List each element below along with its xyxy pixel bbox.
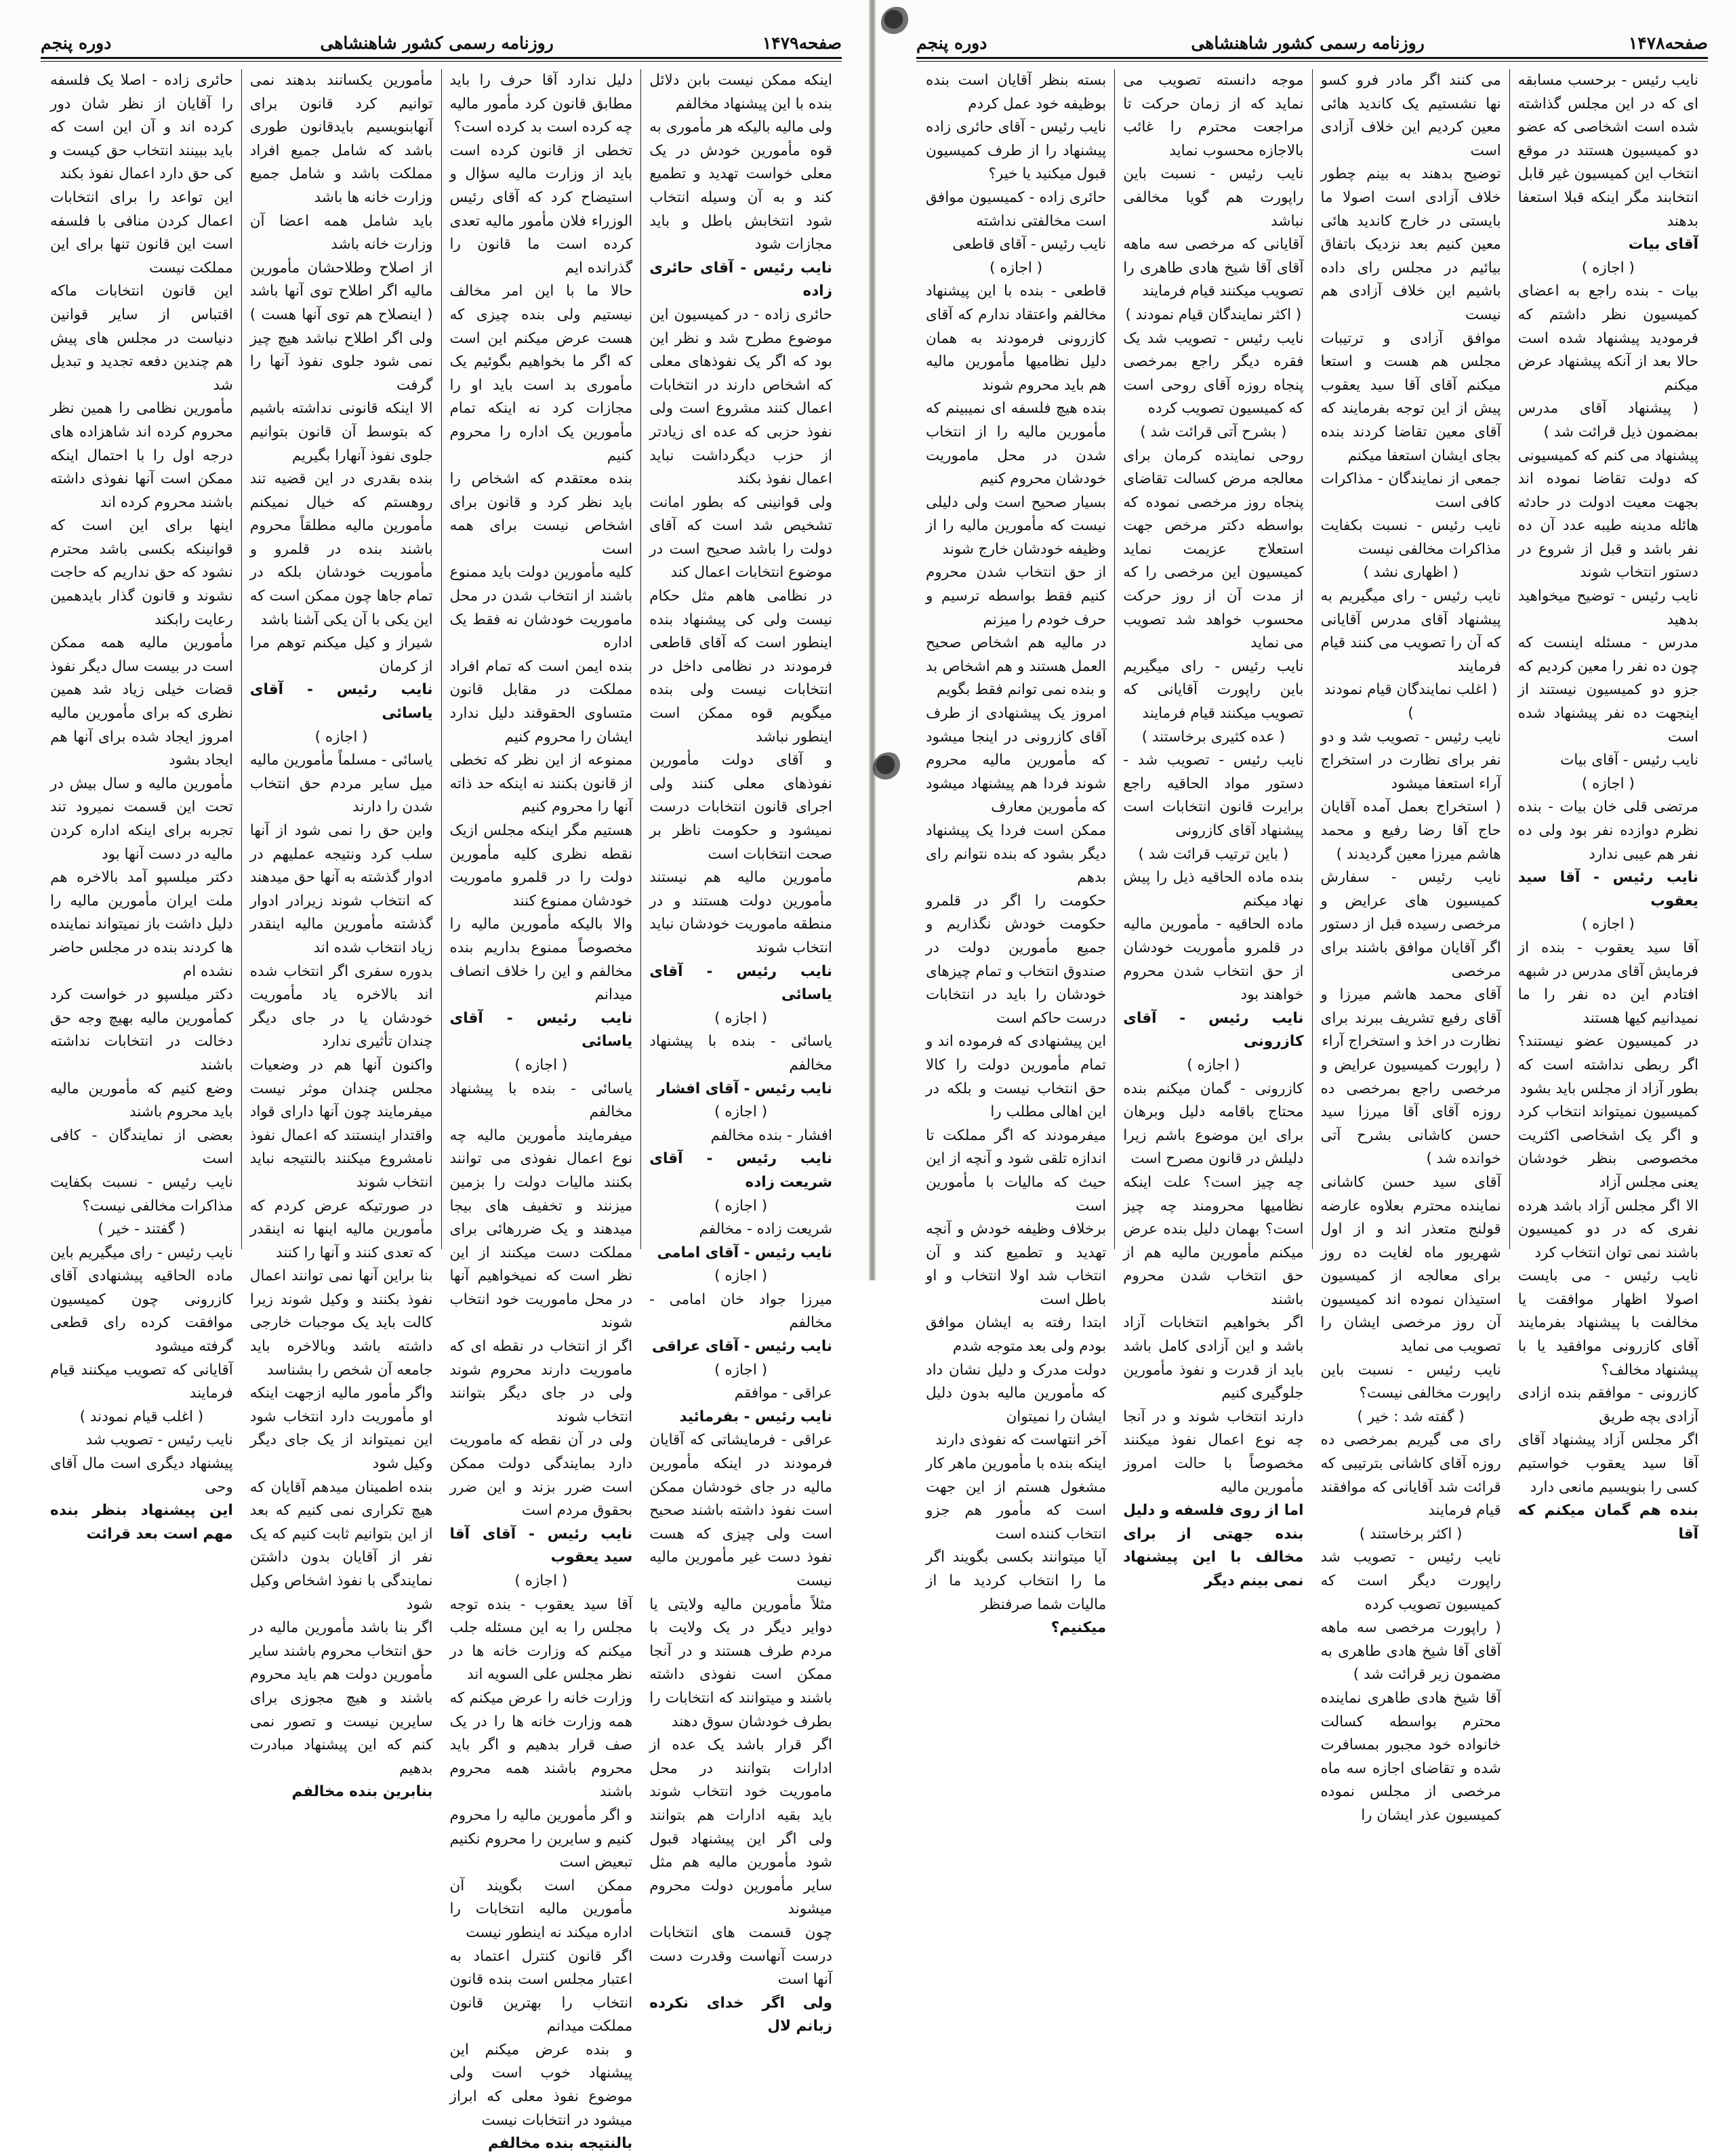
left-page-columns <box>42 69 840 2153</box>
paragraph: اگر بخواهیم انتخابات آزاد باشد و این آزادی کامل باشد باید از قدرت و نفوذ مأمورین جلوگیری کنیم <box>1123 1314 1304 1402</box>
stage-note: ( اکثر نمایندگان قیام نمودند ) <box>1125 306 1302 323</box>
paragraph: آقا سید یعقوب - بنده توجه مجلس را به این مسئله جلب میکنم که وزارت خانه ها در نظر مجلس علی السویه اند <box>449 1595 633 1684</box>
right-page <box>876 0 1735 1824</box>
paragraph: می کنند اگر مادر فرو کسو نها نشستیم یک کاندید هائی معین کردیم این خلاف آزادی است <box>1320 72 1501 159</box>
paragraph: جمعی از نمایندگان - مذاکرات کافی است <box>1320 470 1501 511</box>
paragraph: و آقای دولت مأمورین نفوذهای معلی کنند ولی اجرای قانون انتخابات درست نمیشود و حکومت ناظر بر صحت انتخابات است <box>649 752 832 863</box>
speaker-line: نایب رئیس - آقای یاسائی <box>449 1009 633 1051</box>
paragraph: تخطی از قانون کرده است باید از وزارت مالیه سؤال و استیضاح کرد که آقای رئیس الوزراء فلان مأمور مالیه تعدی کرده است ما قانون را گذرانده ایم <box>449 142 633 277</box>
speaker-line: آقای بیات <box>1628 236 1698 253</box>
paragraph: بیات - بنده راجع به اعضای کمیسیون نظر داشتم که فرمودید پیشنهاد شده است حالا بعد از آنکه پیشنهاد عرض میکنم <box>1517 283 1698 394</box>
paragraph: بسته بنظر آقایان است بنده بوظیفه خود عمل کردم <box>926 72 1107 113</box>
paragraph: در صورتیکه عرض کردم که مأمورین مالیه اینها نه اینقدر که تعدی کنند و آنها را کنند <box>249 1197 433 1261</box>
stage-note: ( گفته شد : خیر ) <box>1357 1408 1465 1425</box>
paragraph: ( راپورت کمیسیون عرایض و مرخصی راجع بمرخصی ده روزه آقای آقا میرزا سید حسن کاشانی بشرح آتی خوانده شد ) <box>1320 1056 1501 1168</box>
paragraph: برخلاف وظیفه خودش و آنچه تهدید و تطمیع کند و آن انتخاب شد اولا انتخاب و او باطل است <box>926 1221 1107 1308</box>
paragraph: باید شامل همه اعضا آن وزارت خانه باشد <box>249 212 433 253</box>
right-period-label: دوره پنجم <box>916 33 987 53</box>
paragraph: بنده ایمن است که تمام افراد مملکت در مقابل قانون متساوی الحقوقند دلیل ندارد ایشان را محروم کنیم <box>449 657 633 746</box>
paragraph: ممکن است فردا یک پیشنهاد دیگر بشود که بنده نتوانم رای بدهم <box>926 822 1107 887</box>
stage-note: ( اظهاری نشد ) <box>1363 564 1458 582</box>
paragraph: نایب رئیس - آقای حائری زاده پیشنهاد را از طرف کمیسیون قبول میکنید یا خیر؟ <box>926 119 1107 183</box>
stage-note: ( بشرح آتی قرائت شد ) <box>1140 423 1287 441</box>
paragraph: آیا میتوانند بکسی بگویند اگر ما را انتخاب کردید ما از مالیات شما صرفنظر <box>926 1549 1107 1613</box>
paragraph: آقایانی که تصویب میکنند قیام فرمایند <box>50 1361 233 1402</box>
paragraph: بنابرین بنده مخالفم <box>291 1783 433 1801</box>
stage-note: ( اجازه ) <box>314 728 368 746</box>
stage-note: ( اکثر برخاستند ) <box>1359 1525 1463 1543</box>
right-column-1 <box>1509 69 1707 1543</box>
stage-note: ( اجازه ) <box>1581 775 1635 792</box>
paragraph: امروز یک پیشنهادی از طرف آقای کازرونی در اینجا میشود که مأمورین مالیه محروم شوند فردا هم پیشنهاد میشود که مأمورین معارف <box>926 705 1107 816</box>
right-column-2 <box>1312 69 1509 1824</box>
paragraph: در کمیسیون عضو نیستند؟ اگر ربطی نداشته است که بطور آزاد از مجلس باید بشود <box>1517 1033 1698 1097</box>
paragraph: رای می گیریم بمرخصی ده روزه آقای کاشانی بترتیبی که قرائت شد آقایانی که موافقند قیام فرمایند <box>1320 1431 1501 1520</box>
paragraph: اگر قانون کنترل اعتماد به اعتبار مجلس است بنده قانون انتخاب را بهترین قانون مملکت میدانم <box>449 1947 633 2035</box>
stage-note: ( اجازه ) <box>989 259 1043 277</box>
paragraph: پیشنهاد دیگری است مال آقای وحی <box>50 1455 233 1496</box>
paragraph: در نظامی هاهم مثل حکام نیست ولی کی پیشنهاد بنده اینطور است که آقای قاطعی فرمودند در نظامی داخل در انتخابات نیست ولی بنده میگویم قوه ممکن است اینطور نباشد <box>649 588 832 746</box>
paragraph: نایب رئیس - رای میگیریم باین ماده الحاقیه پیشنهادی آقای کازرونی چون کمیسیون موافقت کرده رای قطعی گرفته میشود <box>50 1244 233 1356</box>
paragraph: وضع کنیم که مأمورین مالیه باید محروم باشند <box>50 1080 233 1121</box>
stage-note: ( اجازه ) <box>714 1197 768 1215</box>
paragraph: ( راپورت مرخصی سه ماهه آقای آقا شیخ هادی طاهری به مضمون زیر قرائت شد ) <box>1320 1619 1501 1684</box>
paragraph: ابتدا رفته به ایشان موافق بودم ولی بعد متوجه شدم <box>926 1314 1107 1356</box>
paragraph: نایب رئیس - سفارش کمیسیون های عرایض و مرخصی رسیده قبل از دستور اگر آقایان موافق باشند برای مرخصی <box>1320 869 1501 980</box>
paragraph: بنده ماده الحاقیه ذیل را پیش نهاد میکنم <box>1123 869 1304 910</box>
paragraph: کمیسیون نمیتواند انتخاب کرد و اگر یک اشخاصی اکثریت مخصوصی بنظر خودشان یعنی مجلس آزاد <box>1517 1103 1698 1191</box>
paragraph: ولی مالیه بالیکه هر مأموری به قوه مأمورین خودش در یک معلی خواست تهدید و تطمیع کند و به آن وسیله انتخاب شود انتخابش باطل و باید مجازات شود <box>649 119 832 253</box>
paragraph: این تواعد را برای انتخابات اعمال کردن منافی با فلسفه است این قانون تنها برای این مملکت نیست <box>50 188 233 277</box>
speaker-line: نایب رئیس - آقای یاسائی <box>249 681 433 723</box>
paragraph: این قانون انتخابات ماکه اقتباس از سایر قوانین دنیاست در مجلس های پیش هم چندین دفعه تجدید و تبدیل شد <box>50 283 233 394</box>
speaker-line: نایب رئیس - آقای امامی <box>657 1244 832 1261</box>
paragraph: یاسائی - بنده با پیشنهاد مخالفم <box>449 1080 633 1121</box>
speaker-line: نایب رئیس - آقای افشار <box>657 1080 832 1097</box>
paragraph: در مالیه هم اشخاص صحیح العمل هستند و هم اشخاص بد و بنده نمی توانم فقط بگویم <box>926 634 1107 699</box>
paragraph: ماده الحاقیه - مأمورین مالیه در قلمرو مأموریت خودشان از حق انتخاب شدن محروم خواهند بود <box>1123 916 1304 1004</box>
paragraph: میفرمایند مأمورین مالیه چه نوع اعمال نفوذی می توانند بکنند مالیات دولت را بزمین میزنند و تخفیف های بیجا میدهند و یک ضررهائی برای مملکت دست میکنند از این نظر است که نمیخواهیم آنها در محل ماموریت خود انتخاب شوند <box>449 1126 633 1332</box>
paragraph: این پیشنهادی که فرموده اند و تمام مأمورین دولت را کالا حق انتخاب نیست و بلکه در این اهالی مطلب را <box>926 1033 1107 1121</box>
paragraph: توضیح بدهند به بینم چطور خلاف آزادی است اصولا ما بایستی در خارج کاندید هائی معین کنیم بعد نزدیک باتفاق بیائیم در مجلس رای داده باشیم این خلاف آزادی هم نیست <box>1320 165 1501 323</box>
left-header-rule <box>41 57 842 59</box>
left-page-header <box>41 27 842 58</box>
left-page-number: صفحه۱۴۷۹ <box>762 33 842 53</box>
paragraph: بالنتیجه بنده مخالفم <box>487 2135 633 2153</box>
paragraph: حائری زاده - اصلا یک فلسفه را آقایان از نظر شان دور کرده اند و آن این است که باید ببینند انتخاب حق کیست و کی حق دارد اعمال نفوذ بکند <box>50 72 233 183</box>
paragraph: ولی اگر خدای نکرده زبانم لال <box>649 1994 832 2035</box>
paragraph: آقا سید یعقوب - بنده از فرمایش آقای مدرس در شبهه افتادم این ده نفر را ما نمیدانیم کیها هستند <box>1517 939 1698 1027</box>
right-column-3 <box>1114 69 1311 1589</box>
paragraph: اینکه ممکن نیست بابن دلائل بنده با این پیشنهاد مخالفم <box>649 72 832 113</box>
paragraph: بنده هیچ فلسفه ای نمیبینم که مأمورین مالیه را از انتخاب شدن در محل ماموریت خودشان محروم کنیم <box>926 400 1107 488</box>
paragraph: و بنده عرض میکنم این پیشنهاد خوب است ولی موضوع نفوذ معلی که ابراز میشود در انتخابات نیست <box>449 2041 633 2129</box>
paragraph: حائری زاده - کمیسیون موافق است مخالفتی نداشته <box>926 188 1107 230</box>
paragraph: یاسائی - مسلماً مأمورین مالیه میل سایر مردم حق انتخاب شدن را دارند <box>249 752 433 816</box>
stage-note: ( اغلب نمایندگان قیام نمودند ) <box>1324 681 1498 723</box>
speaker-line: نایب رئیس - آقای عراقی <box>652 1338 832 1356</box>
speaker-line: نایب رئیس - آقا سید یعقوب <box>1517 869 1698 910</box>
paragraph: ولی در آن نقطه که ماموریت دارد بمایندگی دولت ممکن است ضرر بزند و این ضرر بحقوق مردم است <box>449 1431 633 1520</box>
speaker-line: نایب رئیس - آقای آقا سید یعقوب <box>449 1525 633 1566</box>
paragraph: اگر از انتخاب در نقطه ای که ماموریت دارند محروم شوند ولی در جای دیگر بتوانند انتخاب شوند <box>449 1338 633 1425</box>
stage-note: ( اجازه ) <box>514 1572 568 1589</box>
left-column-1 <box>640 69 840 2035</box>
paragraph: نایب رئیس - نسبت بکفایت مذاکرات مخالفی نیست <box>1320 517 1501 558</box>
left-newspaper-title: روزنامه رسمی کشور شاهنشاهی <box>320 33 554 53</box>
paragraph: مأمورین مالیه و سال بیش در تحت این قسمت نمیرود تند تجربه برای اینکه اداره کردن مالیه در دست آنها بود <box>50 775 233 863</box>
paragraph: و اگر مأمورین مالیه را محروم کنیم و سایرین را محروم نکنیم تبعیض است <box>449 1806 633 1871</box>
paragraph: واکنون آنها هم در وضعیات مجلس چندان موثر نیست میفرمایند چون آنها دارای قواد واقتدار اینستند که اعمال نفوذ نامشروع میکنند بالنتیجه نباید انتخاب شوند <box>249 1056 433 1191</box>
paragraph: شیراز و کیل میکنم توهم مرا از کرمان <box>249 634 433 675</box>
paragraph: آقایانی که مرخصی سه ماهه آقای آقا شیخ هادی طاهری را تصویب میکنند قیام فرمایند <box>1123 236 1304 300</box>
paragraph: افشار - بنده مخالفم <box>710 1126 832 1144</box>
stage-note: ( اغلب قیام نمودند ) <box>79 1408 204 1425</box>
stage-note: ( عده کثیری برخاستند ) <box>1141 728 1286 746</box>
paragraph: حالا ما با این امر مخالف نیستیم ولی بنده چیزی که هست عرض میکنم این است که اگر ما بخواهیم بگوئیم یک مأموری بد است باید او را مجازات کرد نه اینکه تمام مأمورین یک اداره را محروم کنیم <box>449 283 633 464</box>
paragraph: حائری زاده - در کمیسیون این موضوع مطرح شد و نظر این بود که اگر یک نفوذهای معلی که اشخاص دارند در انتخابات اعمال کنند مشروع است ولی نفوذ حزبی که عده ای زیادتر از حزب دیگرداشت نباید اعمال نفوذ بکند <box>649 306 832 488</box>
paragraph: والا بالیکه مأمورین مالیه را مخصوصاً ممنوع بداریم بنده مخالفم و این را خلاف انصاف میدانم <box>449 916 633 1004</box>
paragraph: عراقی - موافقم <box>734 1385 832 1402</box>
paragraph: موافق آزادی و ترتیبات مجلس هم هست و استعا میکنم آقای آقا سید یعقوب پیش از این توجه بفرمایند که آقای معین تقاضا کردند بنده بجای ایشان استعفا میکنم <box>1320 329 1501 464</box>
speaker-line: نایب رئیس - بفرمائید <box>679 1408 832 1425</box>
speaker-line: نایب رئیس - آقای کازرونی <box>1123 1009 1304 1051</box>
paragraph: اینکه بنده با مأمورین ماهر کار مشغول هستم از این جهت است که مأمور هم جزو انتخاب کننده است <box>926 1455 1107 1543</box>
paragraph: نایب رئیس - تصویب شد راپورت دیگر است که کمیسیون تصویب کرده <box>1320 1549 1501 1613</box>
right-page-header <box>916 27 1708 58</box>
stage-note: ( اجازه ) <box>714 1009 768 1027</box>
speaker-line: نایب رئیس - آقای یاسائی <box>649 962 832 1004</box>
paragraph: بدوره سفری اگر انتخاب شده اند بالاخره یاد مأموریت خودشان یا در جای دیگر چندان تأثیری ندارد <box>249 962 433 1051</box>
paragraph: کازرونی - موافقم بنده ازادی آزادی بچه طریق <box>1517 1385 1698 1425</box>
paragraph: ولی قوانینی که بطور امانت تشخیص شد است که آقای دولت را باشد صحیح است در موضوع انتخابات اعمال کند <box>649 493 832 582</box>
paragraph: دارند انتخاب شوند و در آنجا چه نوع اعمال نفوذ میکنند مخصوصاً با حالت امروز مأمورین مالیه <box>1123 1408 1304 1496</box>
right-page-columns <box>918 69 1707 1824</box>
paragraph: قاطعی - بنده با این پیشنهاد مخالفم واعتقاد ندارم که آقای کازرونی فرمودند به همان دلیل نظامیها مأمورین مالیه هم باید محروم شوند <box>926 283 1107 394</box>
paragraph: دلیل ندارد آقا حرف را باید مطابق قانون کرد مأمور مالیه چه کرده است بد کرده است؟ <box>449 72 633 136</box>
paragraph: نایب رئیس - می بایست اصولا اظهار موافقت یا مخالفت با پیشنهاد بفرمایند آقای کازرونی موافقید یا با پیشنهاد مخالف؟ <box>1517 1267 1698 1379</box>
paragraph: هستیم مگر اینکه مجلس ازیک نقطه نظری کلیه مأمورین دولت را در قلمرو ماموریت خودشان ممنوع کنند <box>449 822 633 910</box>
paragraph: دکتر میلسپو آمد بالاخره هم ملت ایران مأمورین مالیه را دلیل داشت باز نمیتواند نماینده ها کردند بنده در مجلس حاضر نشده ام <box>50 869 233 980</box>
paragraph: میفرمودند که اگر مملکت تا اندازه تلقی شود و آنچه از این حیث که مالیات با مأمورین است <box>926 1126 1107 1215</box>
paragraph: مأمورین مالیه هم نیستند مأمورین دولت هستند و در منطقه ماموریت خودشان نباید انتخاب شوند <box>649 869 832 956</box>
paragraph: نایب رئیس - آقای بیات <box>1560 752 1698 769</box>
stage-note: ( اجازه ) <box>1581 259 1635 277</box>
paragraph: نایب رئیس - تصویب شد <box>85 1431 233 1449</box>
paragraph: روحی نماینده کرمان برای معالجه مرض کسالت تقاضای پنجاه روز مرخصی نموده که بواسطه دکتر مرخص جهت استعلاج عزیمت نماید کمیسیون این مرخصی را که از مدت آن از روز حرکت محسوب خواهد شد تصویب می نماید <box>1123 447 1304 652</box>
paragraph: اما از روی فلسفه و دلیل بنده جهتی از برای مخالف با این پیشنهاد نمی بینم دیگر <box>1123 1502 1304 1589</box>
paragraph: مأمورین نظامی را همین نظر محروم کرده اند شاهزاده های درجه اول را با احتمال اینکه ممکن است آنها نفوذی داشته باشند محروم کرده اند <box>50 400 233 511</box>
paragraph: نایب رئیس - رای میگیریم باین راپورت آقایانی که تصویب میکنند قیام فرمایند <box>1123 657 1304 723</box>
stage-note: ( اجازه ) <box>714 1361 768 1379</box>
paragraph: بنده هم گمان میکنم که آقا <box>1517 1502 1698 1543</box>
paragraph: بنده بقدری در این قضیه تند روهستم که خیال نمیکنم مأمورین مالیه مطلقاً محروم باشند بنده در قلمرو و مأموریت خودشان بلکه در تمام جاها چون ممکن است که این یکی با آن یکی آشنا باشد <box>249 470 433 628</box>
stage-note: ( اجازه ) <box>1187 1056 1240 1074</box>
paragraph: ( استخراج بعمل آمده آقایان حاج آقا رضا رفیع و محمد هاشم میرزا معین گردیدند ) <box>1320 798 1501 863</box>
paragraph: یاسائی - بنده با پیشنهاد مخالفم <box>649 1033 832 1074</box>
paragraph: آقای محمد هاشم میرزا و آقای رفیع تشریف ببرند برای نظارت در اخذ و استخراج آراء <box>1320 986 1501 1051</box>
paragraph: بنده معتقدم که اشخاص را باید نظر کرد و قانون برای اشخاص نیست برای همه است <box>449 470 633 558</box>
paragraph: نایب رئیس - رای میگیریم به پیشنهاد آقای مدرس آقایانی که آن را تصویب می کنند قیام فرمایند <box>1320 588 1501 675</box>
paragraph: موجه دانسته تصویب می نماید که از زمان حرکت تا مراجعت محترم را غائب بالاجازه محسوب نماید <box>1123 72 1304 159</box>
paragraph: میکنیم؟ <box>1050 1619 1107 1637</box>
paragraph: نایب رئیس - توضیح میخواهید بدهید <box>1517 588 1698 628</box>
paragraph: حکومت را اگر در قلمرو حکومت خودش نگذاریم و جمیع مأمورین دولت در صندوق انتخاب و تمام چیزهای خودشان را باید در انتخابات درست حاکم است <box>926 892 1107 1027</box>
paragraph: بنده اطمینان میدهم آقایان که هیچ تکراری نمی کنیم که بعد از این بتوانیم ثابت کنیم که یک نفر از آقایان بدون داشتن نمایندگی با نفوذ اشخاص وکیل شود <box>249 1478 433 1613</box>
paragraph: اگر قرار باشد یک عده از ادارات بتوانند در محل ماموریت خود انتخاب شوند باید بقیه ادارات هم بتوانند ولی اگر این پیشنهاد قبول شود مأمورین مالیه هم مثل سایر مأمورین دولت محروم میشوند <box>649 1736 832 1918</box>
paragraph: ممکن است بگویند آن مأمورین مالیه انتخابات را اداره میکند نه اینطور نیست <box>449 1877 633 1941</box>
stage-note: ( اجازه ) <box>514 1056 568 1074</box>
paragraph: از اصلاح وطلاحشان مأمورین مالیه اگر اطلاح توی آنها باشد ( اینصلاح هم توی آنها هست ) ولی اگر اطلاح نباشد هیچ چیز نمی شود جلوی نفوذ آنها را گرفت <box>249 259 433 394</box>
paragraph: نایب رئیس - تصویب شد یک فقره دیگر راجع بمرخصی پنجاه روزه آقای روحی است که کمیسیون تصویب کرده <box>1123 329 1304 418</box>
paragraph: چون قسمت های انتخابات درست آنهاست وقدرت دست آنها است <box>649 1924 832 1989</box>
paragraph: ( پیشنهاد آقای مدرس بمضمون ذیل قرائت شد ) <box>1517 400 1698 441</box>
paragraph: مثلاً مأمورین مالیه ولایتی یا دوایر دیگر در یک ولایت با مردم طرف هستند و در آنجا ممکن است نفوذی داشته باشند و میتوانند که انتخابات را بطرف خودشان سوق دهند <box>649 1595 832 1730</box>
stage-note: ( اجازه ) <box>714 1103 768 1121</box>
paragraph: وزارت خانه را عرض میکنم که همه وزارت خانه ها را در یک صف قرار بدهیم و اگر باید محروم باشند همه محروم باشند <box>449 1689 633 1801</box>
paragraph: آقای سید حسن کاشانی نماینده محترم بعلاوه عارضه قولنج متعذر اند و از اول شهریور ماه لغایت ده روز برای معالجه از کمیسیون استیذان نموده اند کمیسیون آن روز مرخصی ایشان را تصویب می نماید <box>1320 1173 1501 1356</box>
paragraph: نایب رئیس - برحسب مسابقه ای که در این مجلس گذاشته شده است اشخاصی که عضو دو کمیسیون هستند در موقع انتخاب این کمیسیون غیر قابل انتخابند مگر اینکه قبلا استعفا بدهند <box>1517 72 1698 230</box>
paragraph: میرزا جواد خان امامی - مخالفم <box>649 1290 832 1332</box>
ink-blot <box>873 752 904 784</box>
speaker-line: نایب رئیس - آقای شریعت زاده <box>649 1150 832 1191</box>
paragraph: شریعت زاده - مخالفم <box>699 1221 832 1238</box>
left-column-2 <box>441 69 641 2153</box>
paragraph: آقا شیخ هادی طاهری نماینده محترم بواسطه کسالت خانواده خود مجبور بمسافرت شده و تقاضای اجازه سه ماه مرخصی از مجلس نموده کمیسیون عذر ایشان را <box>1320 1689 1501 1824</box>
paragraph: از حق انتخاب شدن محروم کنیم فقط بواسطه ترسیم و حرف خودم را میزنم <box>926 564 1107 628</box>
paragraph: مرتضی قلی خان بیات - بنده نظرم دوازده نفر بود ولی ده نفر هم عیبی ندارد <box>1517 798 1698 863</box>
paragraph: نایب رئیس - نسبت باین راپورت هم گویا مخالفی نباشد <box>1123 165 1304 230</box>
paragraph: مأمورین مالیه همه ممکن است در بیست سال دیگر نفوذ قضات خیلی زیاد شد همین نظری که برای مأمورین مالیه امروز ایجاد شده برای آنها هم ایجاد بشود <box>50 634 233 769</box>
paragraph: این پیشنهاد بنظر بنده مهم است بعد قرائت <box>50 1502 233 1543</box>
paragraph: بعضی از نمایندگان - کافی است <box>50 1126 233 1168</box>
paragraph: الا اینکه قانونی نداشته باشیم که بتوسط آن قانون بتوانیم جلوی نفوذ آنهارا بگیریم <box>249 400 433 464</box>
paragraph: واین حق را نمی شود از آنها سلب کرد ونتیجه عملیهم در ادوار گذشته به آنها حق میدهند که انتخاب شوند زیرادر ادوار گذشته مأمورین مالیه اینقدر زیاد انتخاب شده اند <box>249 822 433 956</box>
paragraph: مدرس - مسئله اینست که چون ده نفر را معین کردیم که جزو دو کمیسیون نیستند از اینجهت ده نفر پیشنهاد شده است <box>1517 634 1698 746</box>
paragraph: عراقی - فرمایشاتی که آقایان فرمودند در اینکه مأمورین مالیه در جای خودشان ممکن است نفوذ داشته باشند صحیح است ولی چیزی که هست نفوذ دست غیر مأمورین مالیه نیست <box>649 1431 832 1589</box>
paragraph: کازرونی - گمان میکنم بنده محتاج باقامه دلیل وبرهان برای این موضوع باشم زیرا دلیلش در قانون مصرح است <box>1123 1080 1304 1168</box>
left-header-rule-thin <box>41 61 842 62</box>
right-column-4 <box>918 69 1114 1637</box>
paragraph: چه چیز است؟ علت اینکه نظامیها محرومند چه چیز است؟ بهمان دلیل بنده عرض میکنم مأمورین مالیه هم از حق انتخاب شدن محروم باشند <box>1123 1173 1304 1308</box>
stage-note: ( اجازه ) <box>714 1267 768 1285</box>
right-header-rule <box>916 57 1708 59</box>
stage-note: ( گفتند - خیر ) <box>98 1221 186 1238</box>
right-header-rule-thin <box>916 61 1708 62</box>
paragraph: نایب رئیس - آقای قاطعی <box>952 236 1107 253</box>
paragraph: بنا براین آنها نمی توانند اعمال نفوذ بکنند و وکیل شوند زیرا کالت باید یک موجبات خارجی داشته باشد وبالاخره باید جامعه آن شخص را بشناسد <box>249 1267 433 1379</box>
paragraph: دکتر میلسپو در خواست کرد کمأمورین مالیه بهیچ وجه حق دخالت در انتخابات نداشته باشند <box>50 986 233 1074</box>
speaker-line: نایب رئیس - آقای حائری زاده <box>649 259 832 300</box>
paragraph: نایب رئیس - نسبت بکفایت مذاکرات مخالفی نیست؟ <box>50 1173 233 1215</box>
left-column-3 <box>241 69 441 1801</box>
paragraph: نایب رئیس - تصویب شد - دستور مواد الحاقیه راجع برایرت قانون انتخابات است پیشنهاد آقای کازرونی <box>1123 752 1304 839</box>
stage-note: ( اجازه ) <box>1581 916 1635 933</box>
paragraph: واگر مأمور مالیه ازجهت اینکه او مأموریت دارد انتخاب شود این نمیتواند از یک جای دیگر وکیل شود <box>249 1385 433 1473</box>
paragraph: پیشنهاد می کنم که کمیسیونی که دولت تقاضا نموده اند بجهت معیت ادولت در حادثه هائله مدینه طیبه عدد آن ده نفر باشد و قبل از شروع در دستور انتخاب شوند <box>1517 447 1698 582</box>
paragraph: الا اگر مجلس آزاد باشد هرده نفری که در دو کمیسیون باشند نمی توان انتخاب کرد <box>1517 1197 1698 1261</box>
ink-blot <box>881 7 912 38</box>
page-fold-gutter <box>869 0 876 1280</box>
paragraph: دولت مدرک و دلیل نشان داد که مأمورین مالیه بدون دلیل ایشان را نمیتوان <box>926 1361 1107 1425</box>
paragraph: اگر بنا باشد مأمورین مالیه در حق انتخاب محروم باشند سایر مأمورین دولت هم باید محروم باشند و هیچ مجوزی برای سایرین نیست و تصور نمی کنم که این پیشنهاد مبادرت بدهیم <box>249 1619 433 1777</box>
stage-note: ( باین ترتیب قرائت شد ) <box>1138 845 1289 863</box>
paragraph: ممنوعه از این نظر که تخطی از قانون بکنند نه اینکه حد ذاته آنها را محروم کنیم <box>449 752 633 816</box>
paragraph: آخر انتهاست که نفوذی دارند <box>935 1431 1107 1449</box>
left-period-label: دوره پنجم <box>41 33 112 53</box>
paragraph: کلیه مأمورین دولت باید ممنوع باشند از انتخاب شدن در محل ماموریت خودشان نه فقط یک اداره <box>449 564 633 652</box>
paragraph: بسیار صحیح است ولی دلیلی نیست که مأمورین مالیه را از وظیفه خودشان خارج شوند <box>926 493 1107 558</box>
paragraph: مأمورین یکسانند بدهند نمی توانیم کرد قانون برای آنهابنویسیم بایدقانون طوری باشد که شامل جمیع افراد مملکت باشد و شامل جمیع وزارت خانه ها باشد <box>249 72 433 206</box>
paragraph: اگر مجلس آزاد پیشنهاد آقای آقا سید یعقوب خواستیم کسی را بنویسیم مانعی دارد <box>1517 1431 1698 1496</box>
paragraph: اینها برای این است که قوانینکه بکسی باشد محترم نشود که حق نداریم که حاجت نشوند و قانون گذار بایدهمین رعایت رابکند <box>50 517 233 628</box>
left-column-4 <box>42 69 241 1543</box>
paragraph: نایب رئیس - نسبت باین راپورت مخالفی نیست؟ <box>1320 1361 1501 1402</box>
right-newspaper-title: روزنامه رسمی کشور شاهنشاهی <box>1191 33 1425 53</box>
right-page-number: صفحه۱۴۷۸ <box>1628 33 1708 53</box>
paragraph: نایب رئیس - تصویب شد و دو نفر برای نظارت در استخراج آراء استعفا میشود <box>1320 728 1501 792</box>
